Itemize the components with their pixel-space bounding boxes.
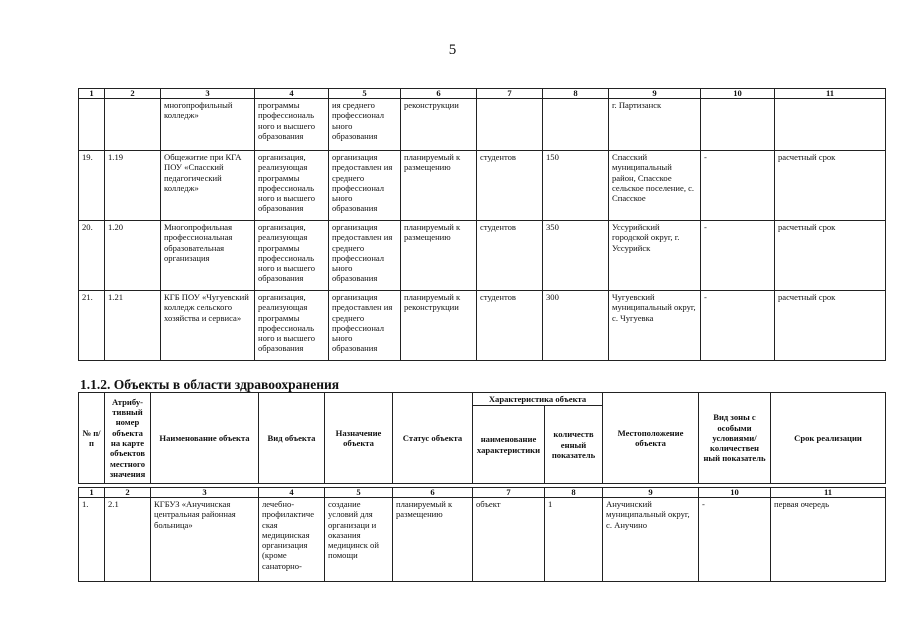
column-number: 4 — [259, 488, 325, 498]
column-number-row — [79, 89, 886, 99]
cell-term: первая очередь — [771, 498, 886, 582]
cell-n: 1. — [79, 498, 105, 582]
cell-char-val: 150 — [543, 151, 609, 221]
table-row — [79, 498, 886, 582]
column-number: 11 — [775, 89, 886, 99]
healthcare-objects-table — [78, 392, 886, 582]
header-zone: Вид зоны с особыми условиями/ количествен ный показатель — [699, 393, 771, 484]
cell-location: Чугуевский муниципальный округ, с. Чугуевка — [609, 291, 701, 361]
cell-zone — [701, 99, 775, 151]
header-object-purpose: Назначение объекта — [325, 393, 393, 484]
cell-location: Уссурийский городской округ, г. Уссурийск — [609, 221, 701, 291]
cell-n: 21. — [79, 291, 105, 361]
cell-purpose: организация предоставлен ия среднего профессионал ьного образования — [329, 291, 401, 361]
column-number: 8 — [545, 488, 603, 498]
cell-char-name: студентов — [477, 151, 543, 221]
column-number: 9 — [603, 488, 699, 498]
column-number: 2 — [105, 89, 161, 99]
header-object-kind: Вид объекта — [259, 393, 325, 484]
column-number: 3 — [151, 488, 259, 498]
table-header-row — [79, 393, 886, 406]
header-term: Срок реализации — [771, 393, 886, 484]
cell-term: расчетный срок — [775, 151, 886, 221]
cell-zone: - — [701, 221, 775, 291]
page-number: 5 — [448, 42, 457, 58]
cell-purpose: создание условий для организаци и оказания медицинск ой помощи — [325, 498, 393, 582]
cell-kind: программы профессиональ ного и высшего образования — [255, 99, 329, 151]
cell-location: Спасский муниципальный район, Спасское сельское поселение, с. Спасское — [609, 151, 701, 221]
cell-char-val: 1 — [545, 498, 603, 582]
cell-name: Многопрофильная профессиональная образовательная организация — [161, 221, 255, 291]
column-number: 4 — [255, 89, 329, 99]
column-number: 5 — [325, 488, 393, 498]
cell-name: Общежитие при КГА ПОУ «Спасский педагогический колледж» — [161, 151, 255, 221]
cell-status: реконструкции — [401, 99, 477, 151]
cell-attr — [105, 99, 161, 151]
cell-location: г. Партизанск — [609, 99, 701, 151]
cell-char-val: 300 — [543, 291, 609, 361]
header-characteristic-name: наименование характеристики — [473, 406, 545, 484]
cell-n: 19. — [79, 151, 105, 221]
table-row — [79, 99, 886, 151]
cell-location: Анучинский муниципальный округ, с. Анучино — [603, 498, 699, 582]
column-number: 5 — [329, 89, 401, 99]
column-number: 7 — [477, 89, 543, 99]
table-row — [79, 151, 886, 221]
cell-char-name: студентов — [477, 221, 543, 291]
cell-name: КГБ ПОУ «Чугуевский колледж сельского хозяйства и сервиса» — [161, 291, 255, 361]
column-number-row — [79, 488, 886, 498]
cell-char-name: объект — [473, 498, 545, 582]
column-number: 9 — [609, 89, 701, 99]
cell-purpose: организация предоставлен ия среднего профессионал ьного образования — [329, 221, 401, 291]
column-number: 3 — [161, 89, 255, 99]
cell-kind: организация, реализующая программы профессиональ ного и высшего образования — [255, 221, 329, 291]
cell-char-name — [477, 99, 543, 151]
cell-name: многопрофильный колледж» — [161, 99, 255, 151]
column-number: 11 — [771, 488, 886, 498]
column-number: 10 — [701, 89, 775, 99]
column-number: 10 — [699, 488, 771, 498]
column-number: 1 — [79, 488, 105, 498]
column-number: 8 — [543, 89, 609, 99]
header-attribute-number: Атрибу-тивный номер объекта на карте объектов местного значения — [105, 393, 151, 484]
column-number: 1 — [79, 89, 105, 99]
cell-status: планируемый к размещению — [393, 498, 473, 582]
cell-n — [79, 99, 105, 151]
cell-purpose: ия среднего профессионал ьного образования — [329, 99, 401, 151]
header-characteristics-group: Характеристика объекта — [473, 393, 603, 406]
cell-purpose: организация предоставлен ия среднего профессионал ьного образования — [329, 151, 401, 221]
header-location: Местоположение объекта — [603, 393, 699, 484]
cell-char-name: студентов — [477, 291, 543, 361]
column-number: 2 — [105, 488, 151, 498]
cell-name: КГБУЗ «Анучинская центральная районная больница» — [151, 498, 259, 582]
cell-term: расчетный срок — [775, 221, 886, 291]
table-row — [79, 221, 886, 291]
cell-attr: 1.21 — [105, 291, 161, 361]
cell-attr: 1.20 — [105, 221, 161, 291]
cell-status: планируемый к реконструкции — [401, 291, 477, 361]
column-number: 7 — [473, 488, 545, 498]
cell-status: планируемый к размещению — [401, 221, 477, 291]
header-number: № п/п — [79, 393, 105, 484]
cell-attr: 1.19 — [105, 151, 161, 221]
cell-zone: - — [701, 291, 775, 361]
cell-term — [775, 99, 886, 151]
cell-zone: - — [699, 498, 771, 582]
cell-char-val: 350 — [543, 221, 609, 291]
cell-n: 20. — [79, 221, 105, 291]
cell-char-val — [543, 99, 609, 151]
cell-attr: 2.1 — [105, 498, 151, 582]
header-object-status: Статус объекта — [393, 393, 473, 484]
cell-term: расчетный срок — [775, 291, 886, 361]
education-objects-table — [78, 88, 886, 361]
header-characteristic-value: количеств енный показатель — [545, 406, 603, 484]
column-number: 6 — [393, 488, 473, 498]
cell-kind: лечебно-профилактиче ская медицинская организация (кроме санаторно- — [259, 498, 325, 582]
table-row — [79, 291, 886, 361]
column-number: 6 — [401, 89, 477, 99]
header-object-name: Наименование объекта — [151, 393, 259, 484]
cell-status: планируемый к размещению — [401, 151, 477, 221]
cell-kind: организация, реализующая программы профессиональ ного и высшего образования — [255, 291, 329, 361]
cell-zone: - — [701, 151, 775, 221]
cell-kind: организация, реализующая программы профессиональ ного и высшего образования — [255, 151, 329, 221]
section-title: 1.1.2. Объекты в области здравоохранения — [80, 377, 340, 392]
